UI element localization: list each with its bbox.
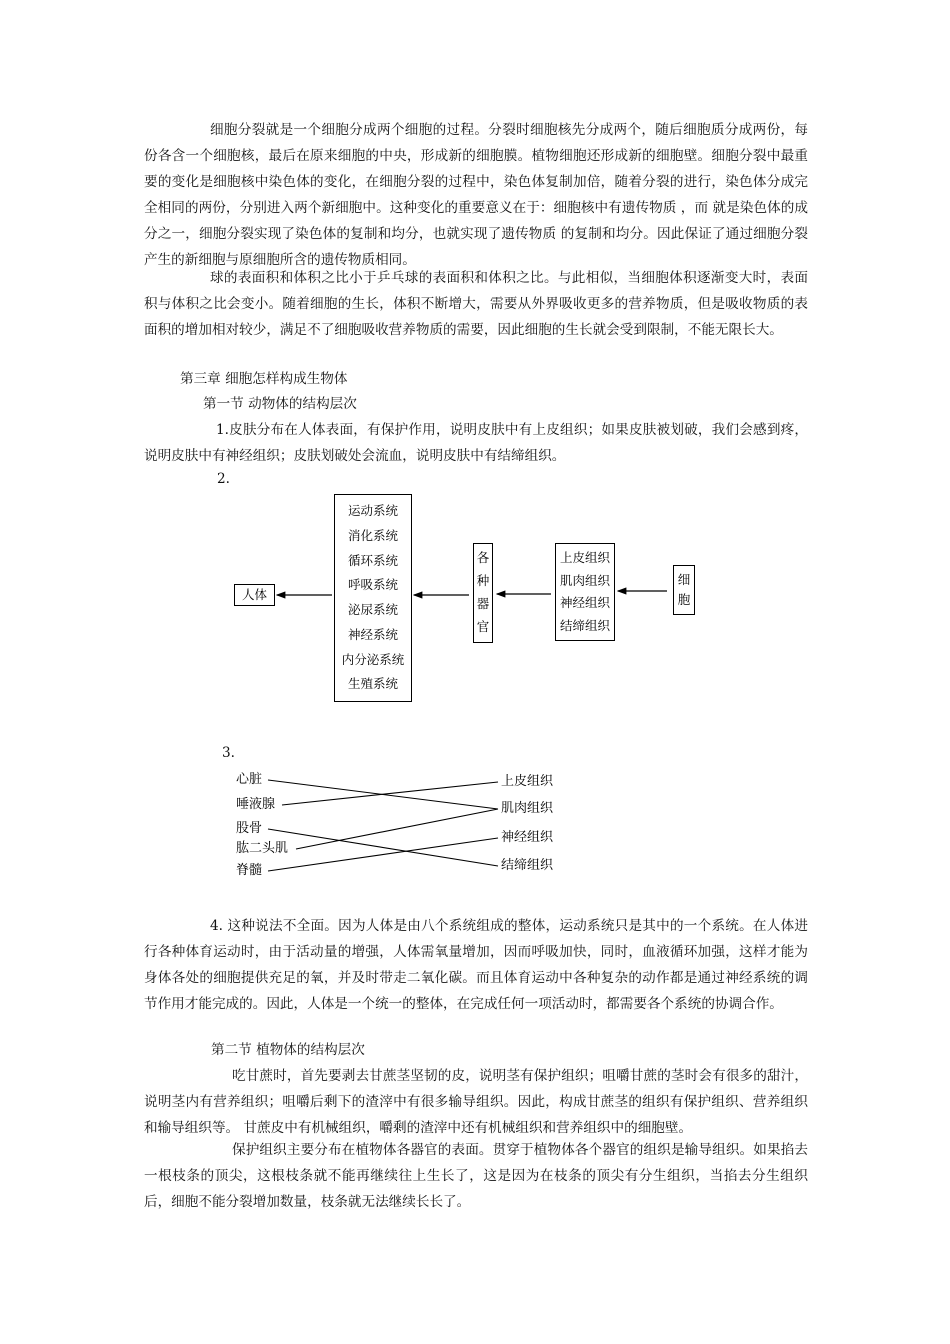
- system-label-3: 呼吸系统: [347, 577, 398, 593]
- tissue-label-0: 上皮组织: [559, 550, 610, 565]
- chapter-heading: 第三章 细胞怎样构成生物体: [180, 371, 348, 387]
- organ-label-2: 股骨: [236, 821, 263, 836]
- organ-label-4: 脊髓: [236, 863, 263, 878]
- organs-char-2: 器: [476, 596, 490, 612]
- tissue-match-label-3: 结缔组织: [501, 858, 554, 873]
- item-number-3: 3.: [222, 745, 235, 761]
- body-box: 人体: [234, 584, 275, 606]
- system-label-2: 循环系统: [347, 552, 398, 568]
- organ-label-3: 肱二头肌: [236, 841, 289, 856]
- organ-label-0: 心脏: [236, 772, 263, 787]
- tissue-match-label-2: 神经组织: [501, 830, 554, 845]
- paragraph-cell-growth: 球的表面积和体积之比小于乒乓球的表面积和体积之比。与此相似，当细胞体积逐渐变大时，表面积与体积之比会变小。随着细胞的生长，体积不断增大，需要从外界吸收更多的营养物质，但是吸收物质的表面积的增加相对较少，满足不了细胞吸收营养物质的需要，因此细胞的生长就会受到限制，不能无限长大。: [144, 270, 808, 338]
- system-label-1: 消化系统: [347, 527, 398, 543]
- match-line-3: [296, 809, 498, 849]
- cell-char-1: 胞: [677, 591, 691, 607]
- section-heading-plant: 第二节 植物体的结构层次: [211, 1042, 365, 1058]
- system-label-5: 神经系统: [347, 626, 398, 642]
- paragraph-plant-tissues: 保护组织主要分布在植物体各器官的表面。贯穿于植物体各个器官的组织是输导组织。如果掐去一根枝条的顶尖，这根枝条就不能再继续往上生长了，这是因为在枝条的顶尖有分生组织，当掐去分生组织后，细胞不能分裂增加数量，枝条就无法继续长长了。: [144, 1142, 808, 1210]
- section-heading-animal: 第一节 动物体的结构层次: [203, 396, 357, 412]
- paragraph-cell-division: 细胞分裂就是一个细胞分成两个细胞的过程。分裂时细胞核先分成两个，随后细胞质分成两份，每份各含一个细胞核，最后在原来细胞的中央，形成新的细胞膜。植物细胞还形成新的细胞壁。细胞分裂中最重要的变化是细胞核中染色体的变化，在细胞分裂的过程中，染色体复制加倍，随着分裂的进行，染色体分成完全相同的两份，分别进入两个新细胞中。这种变化的重要意义在于：细胞核中有遗传物质 ，而 就是染色体的成分之一，细胞分裂实现了染色体的复制和均分，也就实现了遗传物质 的复制和均分。因此保证了通过细胞分裂产生的新细胞与原细胞所含的遗传物质相同。: [144, 122, 808, 268]
- system-label-7: 生殖系统: [347, 676, 398, 692]
- tissue-label-1: 肌肉组织: [559, 572, 610, 588]
- tissue-match-label-0: 上皮组织: [501, 774, 554, 789]
- match-line-4: [268, 838, 498, 871]
- tissue-match-label-1: 肌肉组织: [501, 801, 554, 816]
- cell-char-0: 细: [677, 571, 691, 587]
- system-label-4: 泌尿系统: [347, 602, 398, 618]
- system-label-0: 运动系统: [347, 503, 398, 519]
- paragraph-sugarcane: 吃甘蔗时，首先要剥去甘蔗茎坚韧的皮，说明茎有保护组织；咀嚼甘蔗的茎时会有很多的甜汁，说明茎内有营养组织；咀嚼后剩下的渣滓中有很多输导组织。因此，构成甘蔗茎的组织有保护组织、营养组织和输导组织等。 甘蔗皮中有机械组织，嚼剩的渣滓中还有机械组织和营养组织中的细胞壁。: [144, 1068, 808, 1136]
- paragraph-skin-tissues: 1.皮肤分布在人体表面，有保护作用，说明皮肤中有上皮组织；如果皮肤被划破，我们会感到疼，说明皮肤中有神经组织；皮肤划破处会流血，说明皮肤中有结缔组织。: [144, 422, 808, 464]
- organs-char-3: 官: [476, 619, 490, 635]
- system-label-6: 内分泌系统: [341, 651, 405, 667]
- paragraph-body-unity: 4. 这种说法不全面。因为人体是由八个系统组成的整体，运动系统只是其中的一个系统。在人体进行各种体育运动时，由于活动量的增强，人体需氧量增加，因而呼吸加快，同时，血液循环加强，这样才能为身体各处的细胞提供充足的氧，并及时带走二氧化碳。而且体育运动中各种复杂的动作都是通过神经系统的调节作用才能完成的。因此，人体是一个统一的整体，在完成任何一项活动时，都需要各个系统的协调合作。: [144, 918, 808, 1012]
- item-number-2: 2.: [217, 471, 230, 487]
- organs-char-1: 种: [476, 573, 490, 589]
- tissue-label-3: 结缔组织: [559, 617, 610, 633]
- organ-label-1: 唾液腺: [236, 797, 276, 812]
- tissue-label-2: 神经组织: [559, 595, 610, 610]
- organs-char-0: 各: [476, 550, 490, 566]
